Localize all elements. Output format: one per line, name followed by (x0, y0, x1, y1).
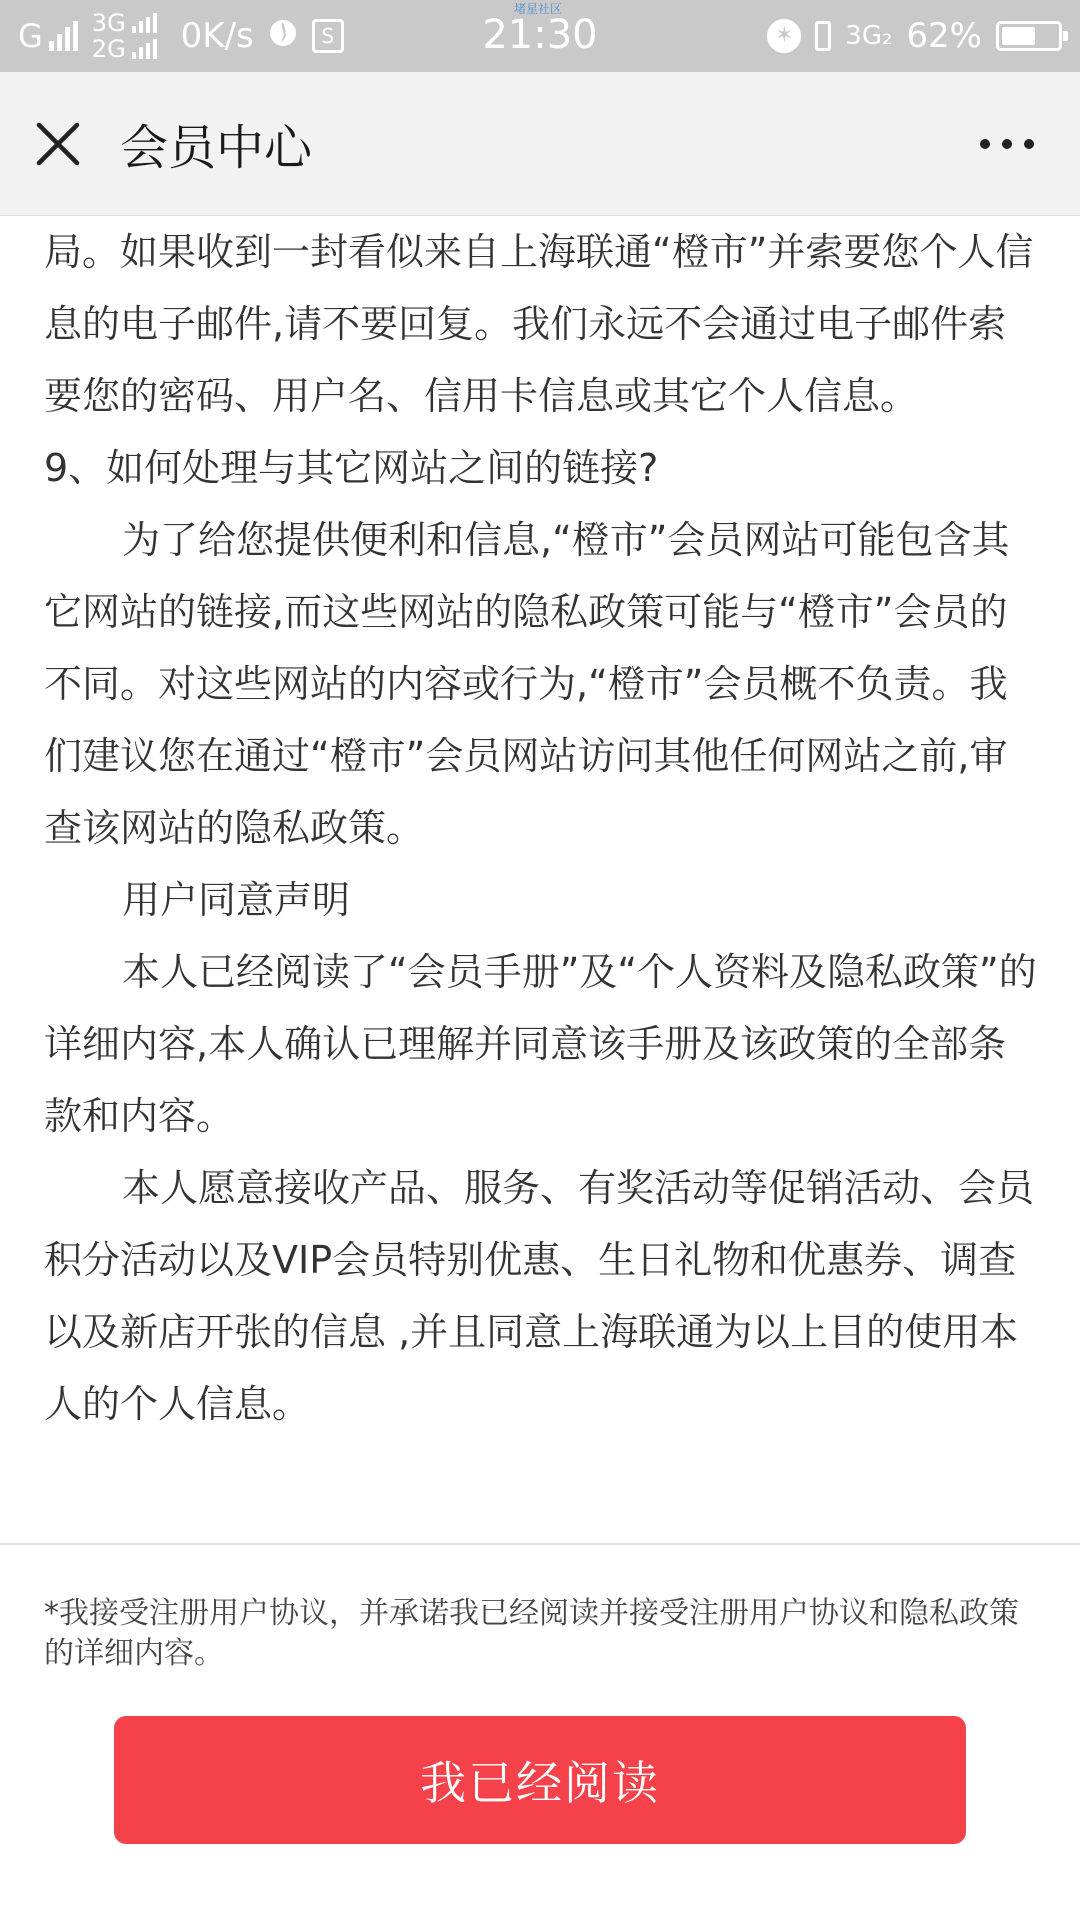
agreement-note: *我接受注册用户协议，并承诺我已经阅读并接受注册用户协议和隐私政策的详细内容。 (44, 1596, 1019, 1671)
divider (0, 1543, 1080, 1545)
signal-icon (132, 13, 157, 33)
status-bar-right (767, 16, 1062, 56)
close-button[interactable] (0, 72, 118, 215)
watermark: 堵星社区 (514, 2, 563, 16)
vibrate-icon (815, 21, 831, 51)
article-paragraph: 本人愿意接收产品、服务、有奖活动等促销活动、会员积分活动以及VIP会员特别优惠、生日礼物和优惠券、调查以及新店开张的信息 ,并且同意上海联通为以上目的使用本人的个人信息。 (44, 1166, 1035, 1426)
carrier-signal-label: G (18, 17, 43, 55)
article-heading: 9、如何处理与其它网站之间的链接? (44, 446, 659, 490)
network-3g-label: 3G (91, 9, 126, 37)
signal-icon (49, 21, 78, 51)
signal-icon (132, 39, 157, 59)
page-title: 会员中心 (120, 120, 313, 176)
status-bar (0, 0, 1080, 72)
network-speed: 0K/s (180, 16, 254, 56)
article-subheading: 用户同意声明 (122, 878, 351, 922)
carrier-signal (18, 17, 78, 55)
sim-label: S (321, 24, 335, 48)
battery-icon (996, 21, 1062, 51)
article-body (44, 216, 1040, 1440)
battery-percent: 62% (906, 16, 982, 56)
article-paragraph: 本人已经阅读了“会员手册”及“个人资料及隐私政策”的详细内容,本人确认已理解并同意该手册及该政策的全部条款和内容。 (44, 950, 1037, 1138)
nav-bar (0, 72, 1080, 216)
status-bar-left (18, 10, 344, 62)
article-scroll-area[interactable] (0, 216, 1080, 1543)
network-2g-label: 2G (91, 35, 126, 63)
bluetooth-glyph: ✶ (775, 23, 794, 48)
more-icon (980, 139, 1034, 149)
network-3g2-label: 3G₂ (845, 21, 893, 51)
article-paragraph: 局。如果收到一封看似来自上海联通“橙市”并索要您个人信息的电子邮件,请不要回复。我们永远不会通过电子邮件索要您的密码、用户名、信用卡信息或其它个人信息。 (44, 230, 1034, 418)
network-stack (92, 10, 157, 62)
close-icon (35, 121, 81, 167)
battery-fill (1002, 27, 1035, 45)
clock: 21:30 (482, 12, 598, 58)
bluetooth-icon (767, 19, 801, 53)
read-confirm-button[interactable]: 我已经阅读 (114, 1716, 966, 1844)
sim-icon (312, 19, 344, 53)
article-paragraph: 为了给您提供便利和信息,“橙市”会员网站可能包含其它网站的链接,而这些网站的隐私政策可能与“橙市”会员的不同。对这些网站的内容或行为,“橙市”会员概不负责。我们建议您在通过“橙市”会员网站访问其他任何网站之前,审查该网站的隐私政策。 (44, 518, 1010, 850)
more-button[interactable] (974, 124, 1040, 164)
flame-icon (268, 16, 298, 56)
